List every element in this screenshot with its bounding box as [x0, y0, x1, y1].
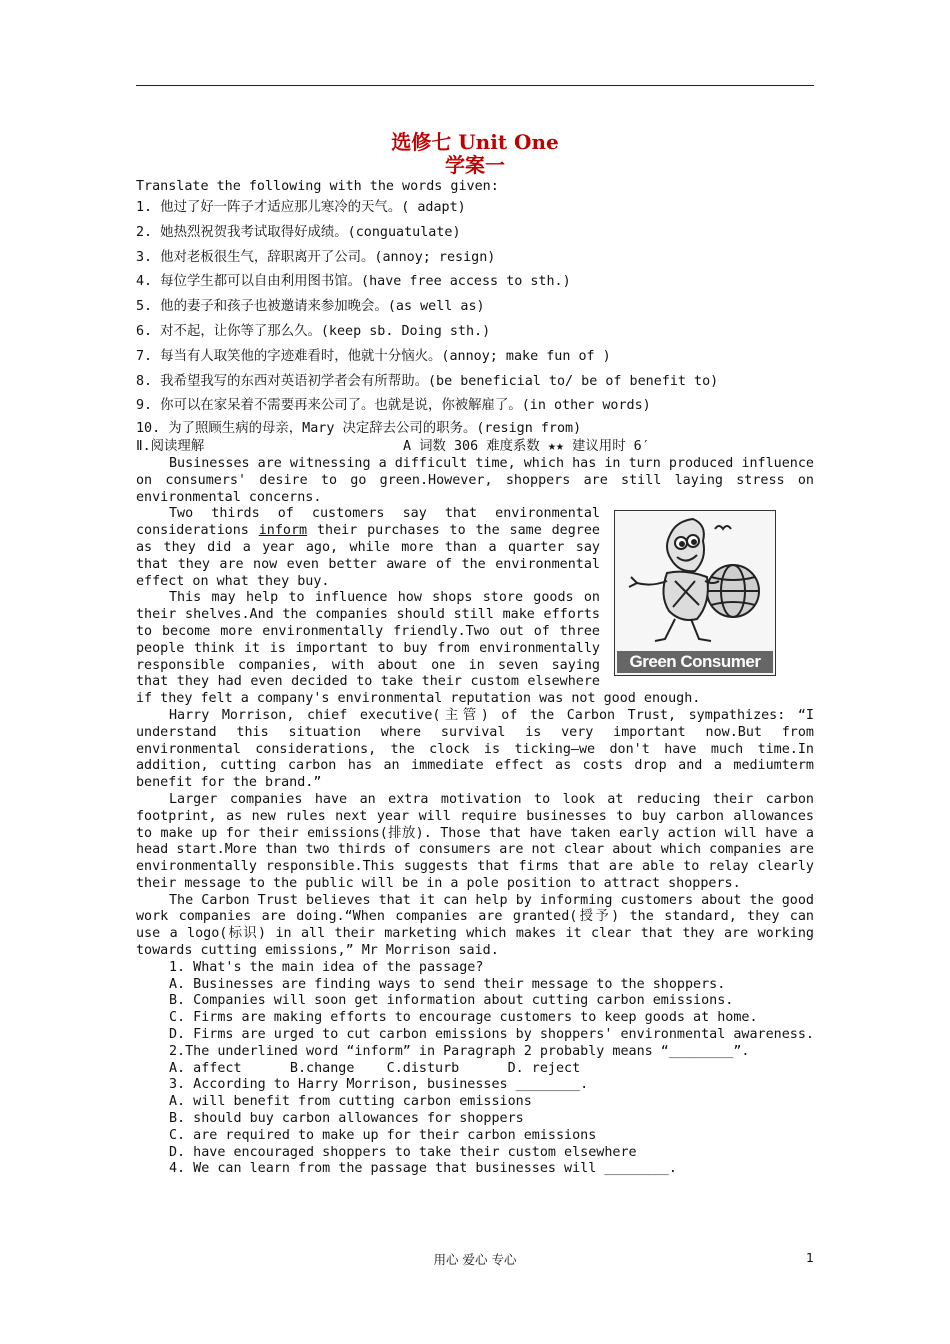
passage-paragraph-4: Harry Morrison, chief executive(主管) of the Carbon Trust, sympathizes: “I understand this situation where survival is very important now.But from environmental considerations, the clock is ticking—we don't have much time.In addition, cutting carbon has an immediate effect as costs drop and a mediumterm benefit for the brand.”	[136, 707, 814, 791]
section-heading: Ⅱ.阅读理解	[136, 439, 205, 455]
question-3-stem: 3. According to Harry Morrison, businesses ________.	[169, 1077, 589, 1093]
translation-item: 5. 他的妻子和孩子也被邀请来参加晚会。(as well as)	[136, 299, 485, 315]
question-1-option: D. Firms are urged to cut carbon emissions by shoppers' environmental awareness.	[169, 1027, 814, 1043]
passage-paragraph-6: The Carbon Trust believes that it can help by informing customers about the good work companies are doing.“When companies are granted(授予) the standard, they can use a logo(标识) in all their marketing which makes it clear that they are working towards cutting emissions,” Mr Morrison said.	[136, 892, 814, 959]
question-1-option: A. Businesses are finding ways to send their message to the shoppers.	[169, 976, 726, 992]
worksheet-content	[136, 178, 814, 1178]
passage-paragraph-3: This may help to influence how shops store goods on their shelves.And the companies should still make efforts to become more environmentally friendly.Two out of three people think it is important to buy from environmentally responsible companies, with about one in seven saying that they had even decided to take their custom elsewhere if they felt a company's environmental reputation was not good enough.	[136, 590, 701, 707]
translation-item: 6. 对不起，让你等了那么久。(keep sb. Doing sth.)	[136, 323, 491, 339]
reading-section-header	[136, 439, 814, 456]
page-title: 选修七 Unit One	[391, 130, 559, 154]
top-rule	[136, 85, 814, 86]
green-consumer-image	[614, 510, 776, 676]
question-1-stem: 1. What's the main idea of the passage?	[169, 959, 484, 975]
translation-item: 1. 他过了好一阵子才适应那儿寒冷的天气。( adapt)	[136, 200, 466, 215]
translation-item: 8. 我希望我写的东西对英语初学者会有所帮助。(be beneficial to/ be of benefit to)	[136, 373, 719, 389]
question-4-stem: 4. We can learn from the passage that businesses will ________.	[169, 1161, 677, 1177]
question-2-options: A. affect B.change C.disturb D. reject	[169, 1060, 581, 1076]
passage-paragraph-1: Businesses are witnessing a difficult time, which has in turn produced influence on consumers' desire to go green.However, shoppers are still laying stress on environmental concerns.	[136, 455, 814, 505]
question-3-option: D. have encouraged shoppers to take their custom elsewhere	[169, 1144, 637, 1160]
page-subtitle: 学案一	[445, 153, 505, 177]
translation-item: 10. 为了照顾生病的母亲，Mary 决定辞去公司的职务。(resign from)	[136, 421, 582, 437]
question-3-option: B. should buy carbon allowances for shoppers	[169, 1111, 524, 1127]
page-number: 1	[806, 1250, 814, 1265]
translation-item: 3. 他对老板很生气，辞职离开了公司。(annoy; resign)	[136, 249, 496, 265]
translation-item: 2. 她热烈祝贺我考试取得好成绩。(conguatulate)	[136, 224, 461, 240]
passage-paragraph-5: Larger companies have an extra motivation to look at reducing their carbon footprint, as new rules next year will require businesses to buy carbon allowances to make up for their emissions(排放). Those that have taken early action will have a head start.More than two thirds of consumers are not clear about which companies are environmentally responsible.This suggests that firms that are able to relay clearly their message to the public will be in a pole position to attract shoppers.	[136, 791, 814, 891]
underlined-word-inform: inform	[258, 523, 308, 539]
question-1-option: B. Companies will soon get information about cutting carbon emissions.	[169, 993, 734, 1009]
section-meta: A 词数 306 难度系数 ★★ 建议用时 6′	[403, 439, 650, 455]
image-caption: Green Consumer	[617, 651, 773, 673]
question-3-option: A. will benefit from cutting carbon emissions	[169, 1094, 532, 1110]
translation-item: 9. 你可以在家呆着不需要再来公司了。也就是说，你被解雇了。(in other words)	[136, 398, 651, 414]
translation-item: 4. 每位学生都可以自由利用图书馆。(have free access to sth.)	[136, 274, 571, 290]
footer-motto: 用心 爱心 专心	[433, 1252, 517, 1267]
p2-before: Two thirds of customers say that environmental considerations	[136, 506, 600, 539]
question-3-option: C. are required to make up for their carbon emissions	[169, 1127, 597, 1143]
p2-after: their purchases to the same degree as they did a year ago, while more than a quarter say that they are now even better aware of the environmental effect on what they buy.	[136, 523, 600, 589]
translation-item: 7. 每当有人取笑他的字迹难看时，他就十分恼火。(annoy; make fun of )	[136, 348, 611, 364]
translation-list	[136, 196, 814, 439]
question-1-option: C. Firms are making efforts to encourage customers to keep goods at home.	[169, 1010, 758, 1026]
question-2-stem: 2.The underlined word “inform” in Paragraph 2 probably means “________”.	[169, 1043, 750, 1059]
translation-instruction: Translate the following with the words given:	[136, 179, 499, 194]
